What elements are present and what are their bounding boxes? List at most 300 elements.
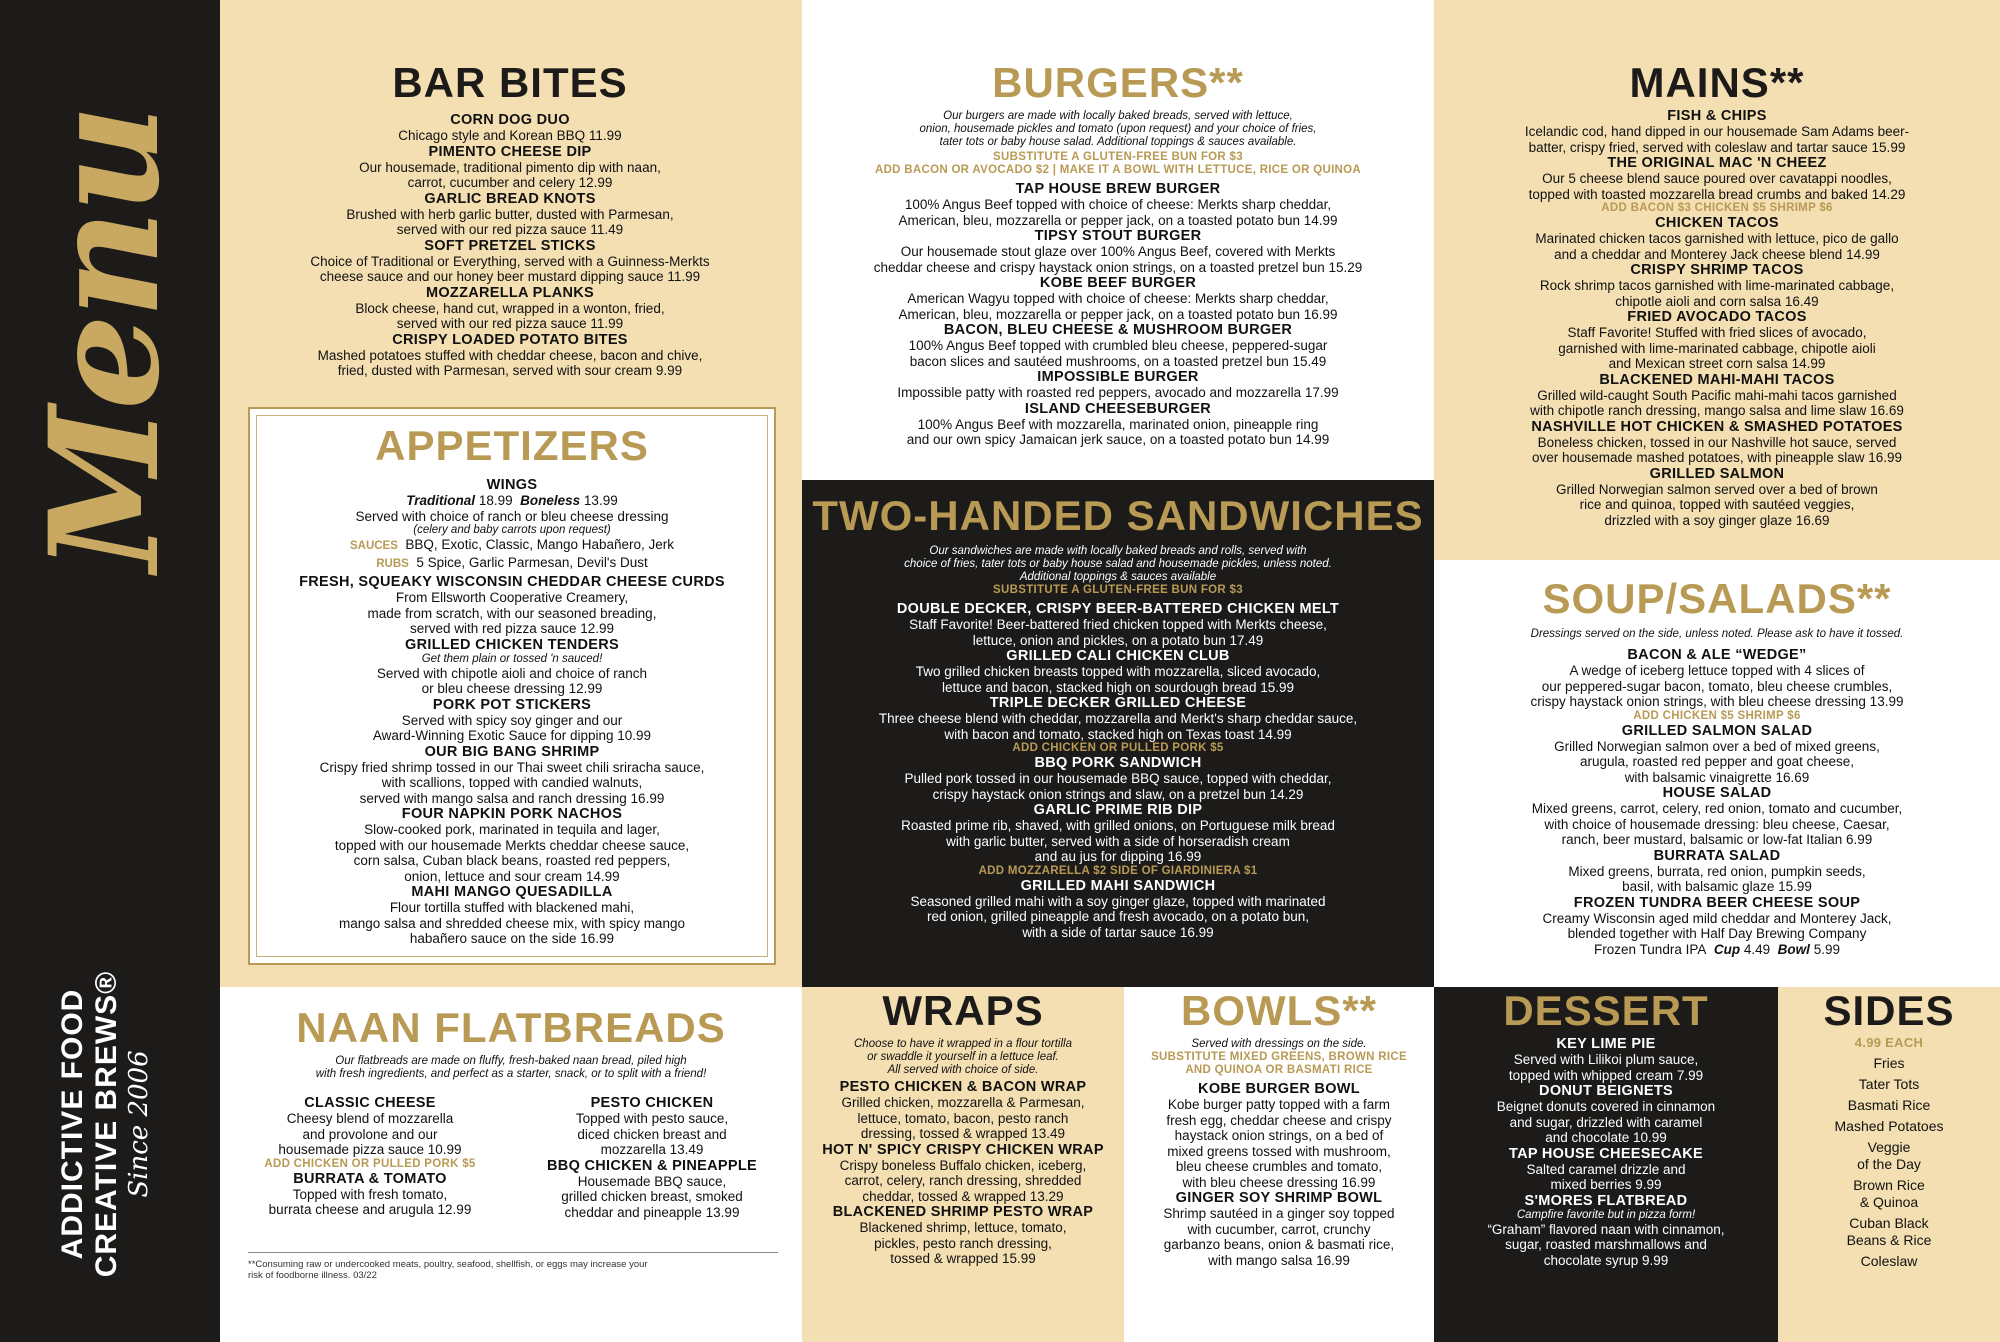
item-desc: Served with chipotle aioli and choice of ranch xyxy=(376,665,648,681)
item-desc: 100% Angus Beef with mozzarella, marinated onion, pineapple ring xyxy=(917,416,1319,432)
item-add-on: ADD BACON $3 CHICKEN $5 SHRIMP $6 xyxy=(1601,202,1833,214)
item-desc: with mango salsa 16.99 xyxy=(1208,1252,1350,1268)
item-desc: burrata cheese and arugula 12.99 xyxy=(268,1202,472,1217)
item-name: KOBE BEEF BURGER xyxy=(1039,275,1197,291)
item-desc: Crispy boneless Buffalo chicken, iceberg, xyxy=(839,1157,1087,1173)
menu-item xyxy=(1442,372,1992,419)
item-name: BBQ PORK SANDWICH xyxy=(1034,755,1202,771)
item-name: TRIPLE DECKER GRILLED CHEESE xyxy=(989,695,1247,711)
item-name: KOBE BURGER BOWL xyxy=(1198,1081,1360,1097)
sides-list xyxy=(1784,1055,1994,1270)
item-name: BLACKENED SHRIMP PESTO WRAP xyxy=(832,1204,1094,1220)
item-name: THE ORIGINAL MAC 'N CHEEZ xyxy=(1607,155,1827,171)
soup-price-line xyxy=(1442,942,1992,958)
item-desc: our peppered-sugar bacon, tomato, bleu cheese crumbles, xyxy=(1541,678,1893,694)
item-desc: Salted caramel drizzle and xyxy=(1526,1161,1686,1177)
wings-boneless-label: Boneless xyxy=(520,493,581,508)
footnote xyxy=(248,1252,778,1281)
item-desc: Two grilled chicken breasts topped with mozzarella, sliced avocado, xyxy=(915,664,1321,679)
menu-item xyxy=(522,1158,782,1221)
side-line: Veggie xyxy=(1867,1139,1911,1155)
menu-item xyxy=(1442,466,1992,529)
section-title: BOWLS** xyxy=(1181,987,1377,1034)
item-desc: and Mexican street corn salsa 14.99 xyxy=(1608,356,1826,371)
item-name: TAP HOUSE CHEESECAKE xyxy=(1509,1145,1703,1162)
item-desc: carrot, celery, ranch dressing, shredded xyxy=(844,1173,1082,1188)
item-desc: rice and quinoa, topped with sautéed veggies, xyxy=(1579,497,1855,512)
menu-logo: Menu xyxy=(17,108,193,572)
item-list xyxy=(806,1079,1120,1267)
item-desc: served with our red pizza sauce 11.99 xyxy=(396,316,624,331)
item-name: SOFT PRETZEL STICKS xyxy=(424,237,596,254)
item-name: GARLIC BREAD KNOTS xyxy=(424,190,596,207)
section-sandwiches xyxy=(810,492,1426,940)
item-desc: Topped with fresh tomato, xyxy=(292,1186,448,1202)
item-desc: with garlic butter, served with a side of horseradish cream xyxy=(946,833,1290,849)
item-desc: with bacon and tomato, stacked high on Texas toast 14.99 xyxy=(944,726,1292,742)
item-desc: Three cheese blend with cheddar, mozzarella and Merkt's sharp cheddar sauce, xyxy=(878,711,1358,726)
wings-traditional-label: Traditional xyxy=(406,493,476,508)
side-line: Coleslaw xyxy=(1860,1253,1918,1269)
item-desc: Blackened shrimp, lettuce, tomato, xyxy=(859,1220,1067,1235)
item-desc: served with red pizza sauce 12.99 xyxy=(409,621,615,636)
item-desc: fresh egg, cheddar cheese and crispy xyxy=(1166,1112,1392,1128)
item-name: NASHVILLE HOT CHICKEN & SMASHED POTATOES xyxy=(1531,418,1903,435)
menu-item xyxy=(250,191,770,238)
item-desc: pickles, pesto ranch dressing, xyxy=(874,1235,1052,1251)
item-name: DOUBLE DECKER, CRISPY BEER-BATTERED CHICKEN MELT xyxy=(896,601,1340,617)
item-desc: chocolate syrup 9.99 xyxy=(1543,1252,1669,1268)
item-desc: cheddar and pineapple 13.99 xyxy=(564,1204,740,1220)
text-line: Our burgers are made with locally baked breads, served with lettuce, xyxy=(943,110,1293,122)
item-desc: Mixed greens, carrot, celery, red onion, tomato and cucumber, xyxy=(1531,801,1903,816)
item-name: CHICKEN TACOS xyxy=(1655,215,1779,231)
text-line: onion, housemade pickles and tomato (upon request) and your choice of fries, xyxy=(919,123,1317,135)
item-desc: batter, crispy fried, served with coleslaw and tartar sauce 15.99 xyxy=(1528,139,1906,155)
bowl-label: Bowl xyxy=(1777,941,1810,957)
item-desc: Roasted prime rib, shaved, with grilled onions, on Portuguese milk bread xyxy=(901,818,1335,833)
item-desc: Marinated chicken tacos garnished with lettuce, pico de gallo xyxy=(1535,231,1899,246)
item-list xyxy=(258,574,766,947)
menu-item xyxy=(810,648,1426,695)
section-soup xyxy=(1442,575,1992,957)
item-desc: American, bleu, mozzarella or pepper jack, on a toasted potato bun 14.99 xyxy=(898,212,1338,228)
item-name: FROZEN TUNDRA BEER CHEESE SOUP xyxy=(1573,894,1861,911)
item-desc: Crispy fried shrimp tossed in our Thai sweet chili sriracha sauce, xyxy=(319,759,705,775)
item-desc: over housemade mashed potatoes, with pineapple slaw 16.99 xyxy=(1532,450,1902,465)
menu-item xyxy=(1442,723,1992,786)
item-desc: topped with our housemade Merkts cheddar cheese sauce, xyxy=(334,837,690,853)
item-desc: made from scratch, with our seasoned breading, xyxy=(367,605,657,621)
menu-item xyxy=(258,697,766,744)
item-desc: lettuce, tomato, bacon, pesto ranch xyxy=(857,1110,1069,1126)
text-line: AND QUINOA OR BASMATI RICE xyxy=(1185,1064,1373,1076)
item-desc: lettuce, onion and pickles, on a potato bun 17.49 xyxy=(972,632,1264,648)
item-desc: Choice of Traditional or Everything, served with a Guinness-Merkts xyxy=(310,253,710,269)
item-desc: Award-Winning Exotic Sauce for dipping 10.99 xyxy=(372,728,652,743)
item-desc: Pulled pork tossed in our housemade BBQ sauce, topped with cheddar, xyxy=(904,771,1332,786)
menu-item xyxy=(810,369,1426,401)
item-list xyxy=(1442,108,1992,528)
item-desc: Served with spicy soy ginger and our xyxy=(401,712,623,728)
menu-item xyxy=(810,275,1426,322)
item-name: GRILLED SALMON SALAD xyxy=(1621,722,1813,739)
text-line: SUBSTITUTE MIXED GREENS, BROWN RICE xyxy=(1151,1051,1407,1063)
section-title: NAAN FLATBREADS xyxy=(296,1004,726,1051)
item-desc: and chocolate 10.99 xyxy=(1545,1130,1667,1145)
item-desc: Boneless chicken, tossed in our Nashville hot sauce, served xyxy=(1537,434,1897,450)
item-desc: with cucumber, carrot, crunchy xyxy=(1187,1221,1371,1237)
item-desc: or bleu cheese dressing 12.99 xyxy=(421,681,603,696)
side-line: of the Day xyxy=(1857,1156,1921,1172)
intro: Dressings served on the side, unless noted. Please ask to have it tossed. xyxy=(1530,628,1904,640)
item-name: HOUSE SALAD xyxy=(1662,785,1772,801)
menu-item xyxy=(250,144,770,191)
item-desc: with choice of housemade dressing: bleu cheese, Caesar, xyxy=(1544,816,1890,832)
text-line: with fresh ingredients, and perfect as a starter, snack, or to split with a friend! xyxy=(315,1068,707,1080)
item-desc: 100% Angus Beef topped with crumbled bleu cheese, peppered-sugar xyxy=(908,338,1328,353)
item-name: BURRATA & TOMATO xyxy=(293,1170,447,1187)
item-desc: and our own spicy Jamaican jerk sauce, on a toasted potato bun 14.99 xyxy=(906,432,1330,447)
item-desc: Beignet donuts covered in cinnamon xyxy=(1496,1099,1716,1114)
item-name: GRILLED CHICKEN TENDERS xyxy=(405,636,619,653)
tagline-line-2: CREATIVE BREWS® xyxy=(90,970,123,1278)
rubs-label: RUBS xyxy=(376,557,409,570)
menu-item xyxy=(810,228,1426,275)
menu-item xyxy=(1442,108,1992,155)
section-title: BURGERS** xyxy=(992,59,1244,106)
item-desc: Mashed potatoes stuffed with cheddar cheese, bacon and chive, xyxy=(317,347,703,363)
item-desc: with bleu cheese dressing 16.99 xyxy=(1182,1174,1376,1190)
item-desc: garbanzo beans, onion & basmati rice, xyxy=(1163,1237,1395,1252)
item-desc: Staff Favorite! Stuffed with fried slices of avocado, xyxy=(1567,325,1867,340)
menu-item xyxy=(810,401,1426,448)
item-add-on: ADD MOZZARELLA $2 SIDE OF GIARDINIERA $1 xyxy=(978,864,1258,877)
section-title: APPETIZERS xyxy=(375,422,649,469)
item-desc: Staff Favorite! Beer-battered fried chicken topped with Merkts cheese, xyxy=(909,617,1327,632)
item-desc: Impossible patty with roasted red peppers, avocado and mozzarella 17.99 xyxy=(897,385,1339,400)
side-line: Basmati Rice xyxy=(1847,1097,1931,1113)
section-title: BAR BITES xyxy=(392,59,628,106)
section-dessert xyxy=(1440,987,1772,1268)
item-desc: garnished with lime-marinated cabbage, chipotle aioli xyxy=(1558,340,1876,356)
item-desc: “Graham” flavored naan with cinnamon, xyxy=(1487,1221,1725,1237)
side-item xyxy=(1784,1097,1994,1114)
menu-item xyxy=(1442,309,1992,372)
item-name: OUR BIG BANG SHRIMP xyxy=(424,743,600,760)
item-desc: drizzled with a soy ginger glaze 16.69 xyxy=(1604,512,1830,528)
item-desc: red onion, grilled pineapple and fresh avocado, on a potato bun, xyxy=(926,909,1310,924)
item-name: FOUR NAPKIN PORK NACHOS xyxy=(401,806,623,822)
rubs-list: 5 Spice, Garlic Parmesan, Devil's Dust xyxy=(416,554,648,570)
text-line: tater tots or baby house salad. Additional toppings & sauces available. xyxy=(939,136,1297,148)
side-line: Brown Rice xyxy=(1853,1177,1925,1193)
item-name: PORK POT STICKERS xyxy=(432,696,592,713)
item-desc: Rock shrimp tacos garnished with lime-marinated cabbage, xyxy=(1539,278,1895,293)
menu-item xyxy=(258,806,766,884)
intro xyxy=(806,1038,1120,1077)
item-desc: Grilled wild-caught South Pacific mahi-mahi tacos garnished xyxy=(1537,387,1897,403)
item-desc: cheddar, tossed & wrapped 13.29 xyxy=(862,1188,1064,1204)
item-desc: American Wagyu topped with choice of cheese: Merkts sharp cheddar, xyxy=(907,291,1329,306)
item-desc: corn salsa, Cuban black beans, roasted red peppers, xyxy=(353,853,671,868)
menu-item xyxy=(1442,155,1992,215)
item-name: KEY LIME PIE xyxy=(1556,1036,1656,1052)
item-desc: habañero sauce on the side 16.99 xyxy=(409,931,615,946)
item-desc: and sugar, drizzled with caramel xyxy=(1509,1114,1703,1130)
menu-item xyxy=(1442,215,1992,262)
item-desc: Flour tortilla stuffed with blackened mahi, xyxy=(389,900,635,915)
cup-label: Cup xyxy=(1713,941,1741,957)
item-desc: basil, with balsamic glaze 15.99 xyxy=(1622,879,1812,894)
item-name: ISLAND CHEESEBURGER xyxy=(1024,400,1212,417)
item-name: CRISPY SHRIMP TACOS xyxy=(1630,262,1804,278)
text-line: All served with choice of side. xyxy=(887,1064,1039,1076)
item-desc: served with mango salsa and ranch dressing 16.99 xyxy=(359,790,665,806)
add-on: SUBSTITUTE A GLUTEN-FREE BUN FOR $3 xyxy=(993,151,1243,163)
side-item xyxy=(1784,1118,1994,1135)
since-text: Since 2006 xyxy=(124,1050,154,1198)
intro xyxy=(810,110,1426,149)
menu-item xyxy=(258,574,766,637)
side-line: Fries xyxy=(1873,1055,1905,1071)
menu-item xyxy=(250,285,770,332)
menu-item xyxy=(810,755,1426,802)
item-desc: Seasoned grilled mahi with a soy ginger glaze, topped with marinated xyxy=(910,893,1326,909)
item-name: GRILLED CALI CHICKEN CLUB xyxy=(1006,648,1230,664)
intro xyxy=(240,1055,782,1081)
item-name: PESTO CHICKEN & BACON WRAP xyxy=(839,1079,1087,1095)
item-name: BURRATA SALAD xyxy=(1653,847,1781,864)
item-add-on: ADD CHICKEN $5 SHRIMP $6 xyxy=(1633,709,1801,722)
side-item xyxy=(1784,1253,1994,1270)
item-desc: Slow-cooked pork, marinated in tequila and lager, xyxy=(364,822,660,837)
item-note: Get them plain or tossed 'n sauced! xyxy=(421,652,603,665)
item-desc: American, bleu, mozzarella or pepper jack, on a toasted potato bun 16.99 xyxy=(898,306,1338,322)
menu-item xyxy=(250,332,770,379)
item-name: DONUT BEIGNETS xyxy=(1539,1083,1673,1099)
menu-item xyxy=(810,601,1426,648)
text-line: **Consuming raw or undercooked meats, poultry, seafood, shellfish, or eggs may increase your xyxy=(248,1259,648,1270)
item-desc: Grilled Norwegian salmon over a bed of mixed greens, xyxy=(1554,738,1880,754)
menu-item xyxy=(522,1095,782,1158)
cup-price: 4.49 xyxy=(1743,941,1771,957)
menu-item xyxy=(258,744,766,807)
item-desc: Chicago style and Korean BBQ 11.99 xyxy=(398,128,622,143)
item-desc: cheddar cheese and crispy haystack onion strings, on a toasted pretzel bun 15.29 xyxy=(873,259,1363,275)
wings-boneless-price: 13.99 xyxy=(583,493,618,508)
item-name: TIPSY STOUT BURGER xyxy=(1034,228,1202,244)
item-desc: with scallions, topped with candied walnuts, xyxy=(381,775,643,790)
item-name: GRILLED MAHI SANDWICH xyxy=(1020,877,1216,894)
menu-item xyxy=(810,802,1426,878)
item-desc: and provolone and our xyxy=(302,1126,438,1142)
item-desc: Creamy Wisconsin aged mild cheddar and Monterey Jack, xyxy=(1542,910,1892,926)
section-naan xyxy=(240,1004,782,1220)
item-name: MAHI MANGO QUESADILLA xyxy=(411,884,613,900)
item-name: GARLIC PRIME RIB DIP xyxy=(1033,802,1203,818)
side-item xyxy=(1784,1177,1994,1211)
item-add-on: ADD CHICKEN OR PULLED PORK $5 xyxy=(1012,742,1224,754)
item-desc: ranch, beer mustard, balsamic or low-fat Italian 6.99 xyxy=(1561,832,1873,847)
item-desc: crispy haystack onion strings and slaw, on a pretzel bun 14.29 xyxy=(932,786,1304,802)
tagline-line-1: ADDICTIVE FOOD xyxy=(56,988,89,1260)
menu-item xyxy=(1442,848,1992,895)
item-desc: cheese sauce and our honey beer mustard dipping sauce 11.99 xyxy=(319,269,701,284)
menu-item xyxy=(250,238,770,285)
add-on: ADD BACON OR AVOCADO $2 | MAKE IT A BOWL WITH LETTUCE, RICE OR QUINOA xyxy=(874,164,1362,176)
menu-item xyxy=(1440,1146,1772,1193)
item-desc: Our 5 cheese blend sauce poured over cavatappi noodles, xyxy=(1542,171,1892,186)
item-name: FRESH, SQUEAKY WISCONSIN CHEDDAR CHEESE CURDS xyxy=(299,574,725,590)
item-desc: Icelandic cod, hand dipped in our housemade Sam Adams beer- xyxy=(1524,124,1910,139)
menu-item xyxy=(806,1079,1120,1142)
menu-item xyxy=(810,695,1426,755)
text-line: Additional toppings & sauces available xyxy=(1019,571,1217,583)
menu-item xyxy=(810,878,1426,941)
side-line: Mashed Potatoes xyxy=(1834,1118,1944,1134)
item-desc: grilled chicken breast, smoked xyxy=(561,1189,743,1204)
naan-columns xyxy=(240,1095,782,1220)
item-desc: From Ellsworth Cooperative Creamery, xyxy=(395,590,629,605)
item-name: PIMENTO CHEESE DIP xyxy=(428,143,592,160)
item-desc: Topped with pesto sauce, xyxy=(575,1111,729,1126)
soup-brand: Frozen Tundra IPA xyxy=(1594,941,1707,957)
item-desc: Cheesy blend of mozzarella xyxy=(286,1111,454,1126)
menu-item xyxy=(1442,419,1992,466)
section-bar-bites xyxy=(250,59,770,379)
text-line: or swaddle it yourself in a lettuce leaf. xyxy=(867,1051,1059,1063)
item-list xyxy=(1128,1081,1430,1268)
section-mains xyxy=(1442,59,1992,528)
brand-tagline xyxy=(56,844,154,1342)
item-desc: arugula, roasted red pepper and goat cheese, xyxy=(1580,754,1854,769)
item-desc: with a side of tartar sauce 16.99 xyxy=(1022,924,1214,940)
item-desc: mango salsa and shredded cheese mix, with spicy mango xyxy=(339,915,685,931)
item-list xyxy=(810,181,1426,448)
text-line: risk of foodborne illness. 03/22 xyxy=(248,1270,377,1281)
item-name: GINGER SOY SHRIMP BOWL xyxy=(1175,1190,1383,1206)
item-desc: sugar, roasted marshmallows and xyxy=(1505,1237,1707,1252)
menu-item xyxy=(1128,1081,1430,1190)
bowl-price: 5.99 xyxy=(1813,941,1840,957)
item-desc: 100% Angus Beef topped with choice of cheese: Merkts sharp cheddar, xyxy=(904,197,1332,212)
item-desc: Grilled chicken, mozzarella & Parmesan, xyxy=(841,1095,1085,1110)
item-name: FISH & CHIPS xyxy=(1667,108,1767,124)
item-desc: and au jus for dipping 16.99 xyxy=(1034,849,1202,864)
item-name: PESTO CHICKEN xyxy=(590,1095,714,1111)
item-desc: topped with whipped cream 7.99 xyxy=(1508,1067,1704,1083)
item-name: HOT N' SPICY CRISPY CHICKEN WRAP xyxy=(822,1141,1104,1158)
item-list xyxy=(250,112,770,379)
section-appetizers xyxy=(258,422,766,947)
item-name: FRIED AVOCADO TACOS xyxy=(1627,309,1807,325)
add-on xyxy=(1128,1051,1430,1077)
item-desc: mozzarella 13.49 xyxy=(600,1142,704,1157)
sides-price: 4.99 EACH xyxy=(1854,1035,1924,1050)
text-line: Choose to have it wrapped in a flour tortilla xyxy=(854,1038,1072,1050)
intro xyxy=(810,545,1426,584)
item-desc: Grilled Norwegian salmon served over a bed of brown xyxy=(1556,481,1878,497)
item-name: BBQ CHICKEN & PINEAPPLE xyxy=(547,1157,757,1174)
item-desc: with chipotle ranch dressing, mango salsa and lime slaw 16.69 xyxy=(1530,403,1904,418)
item-desc: chipotle aioli and corn salsa 16.49 xyxy=(1615,293,1819,309)
item-desc: Block cheese, hand cut, wrapped in a wonton, fried, xyxy=(355,300,665,316)
item-desc: crispy haystack onion strings, with bleu cheese dressing 13.99 xyxy=(1530,694,1904,709)
menu-item xyxy=(810,181,1426,228)
item-desc: topped with toasted mozzarella bread crumbs and baked 14.29 xyxy=(1528,186,1906,202)
side-line: Tater Tots xyxy=(1858,1076,1920,1092)
item-desc: fried, dusted with Parmesan, served with sour cream 9.99 xyxy=(337,363,683,378)
item-desc: Our housemade, traditional pimento dip with naan, xyxy=(359,159,661,175)
section-title: MAINS** xyxy=(1629,59,1805,106)
item-name: IMPOSSIBLE BURGER xyxy=(1037,369,1199,385)
item-desc: Our housemade stout glaze over 100% Angus Beef, covered with Merkts xyxy=(900,244,1336,259)
item-desc: onion, lettuce and sour cream 14.99 xyxy=(404,868,620,884)
sauces-label: SAUCES xyxy=(349,540,398,552)
intro: Served with dressings on the side. xyxy=(1191,1038,1367,1050)
item-desc: Brushed with herb garlic butter, dusted with Parmesan, xyxy=(346,206,674,222)
side-line: Beans & Rice xyxy=(1846,1232,1932,1248)
item-name: BACON, BLEU CHEESE & MUSHROOM BURGER xyxy=(943,322,1293,338)
item-desc: Served with Lilikoi plum sauce, xyxy=(1513,1052,1699,1067)
item-desc: bleu cheese crumbles and tomato, xyxy=(1175,1159,1383,1174)
menu-item xyxy=(1442,262,1992,309)
menu-item xyxy=(1440,1193,1772,1269)
add-on: SUBSTITUTE A GLUTEN-FREE BUN FOR $3 xyxy=(993,584,1243,596)
side-item xyxy=(1784,1139,1994,1173)
item-list xyxy=(810,601,1426,940)
item-desc: lettuce and bacon, stacked high on sourdough bread 15.99 xyxy=(941,679,1294,695)
section-burgers xyxy=(810,59,1426,448)
section-title: WRAPS xyxy=(882,987,1044,1034)
item-desc: diced chicken breast and xyxy=(577,1126,727,1142)
side-line: Cuban Black xyxy=(1849,1215,1929,1231)
item-desc: Served with choice of ranch or bleu cheese dressing xyxy=(355,508,669,524)
item-desc: bacon slices and sautéed mushrooms, on a toasted pretzel bun 15.49 xyxy=(909,353,1327,369)
item-note: Campfire favorite but in pizza form! xyxy=(1516,1208,1696,1221)
wings-sauces xyxy=(258,537,766,555)
item-name: BLACKENED MAHI-MAHI TACOS xyxy=(1599,371,1835,388)
item-desc: dressing, tossed & wrapped 13.49 xyxy=(860,1126,1066,1141)
item-desc: carrot, cucumber and celery 12.99 xyxy=(407,175,613,190)
item-desc: blended together with Half Day Brewing Company xyxy=(1567,926,1867,941)
item-name: CORN DOG DUO xyxy=(450,112,570,128)
wings-rubs xyxy=(258,555,766,573)
menu-item xyxy=(810,322,1426,369)
text-line: Our flatbreads are made on fluffy, fresh-baked naan bread, piled high xyxy=(335,1055,687,1067)
item-desc: housemade pizza sauce 10.99 xyxy=(278,1142,462,1157)
item-desc: Housemade BBQ sauce, xyxy=(577,1173,727,1189)
menu-item xyxy=(1442,647,1992,723)
menu-item xyxy=(258,637,766,697)
item-name: BACON & ALE “WEDGE” xyxy=(1627,647,1807,663)
section-title: DESSERT xyxy=(1503,987,1709,1034)
menu-item xyxy=(806,1204,1120,1267)
section-title: SOUP/SALADS** xyxy=(1542,575,1892,622)
item-desc: tossed & wrapped 15.99 xyxy=(890,1251,1036,1266)
item-name: S'MORES FLATBREAD xyxy=(1524,1192,1688,1209)
item-list xyxy=(1442,647,1992,942)
item-note: (celery and baby carrots upon request) xyxy=(413,524,611,536)
menu-item xyxy=(1442,895,1992,942)
item-desc: A wedge of iceberg lettuce topped with 4 slices of xyxy=(1569,663,1865,678)
item-name: CRISPY LOADED POTATO BITES xyxy=(392,331,628,348)
brand-spine xyxy=(0,0,220,1342)
item-name: TAP HOUSE BREW BURGER xyxy=(1015,181,1221,197)
menu-item xyxy=(806,1142,1120,1205)
wings-prices xyxy=(258,493,766,509)
